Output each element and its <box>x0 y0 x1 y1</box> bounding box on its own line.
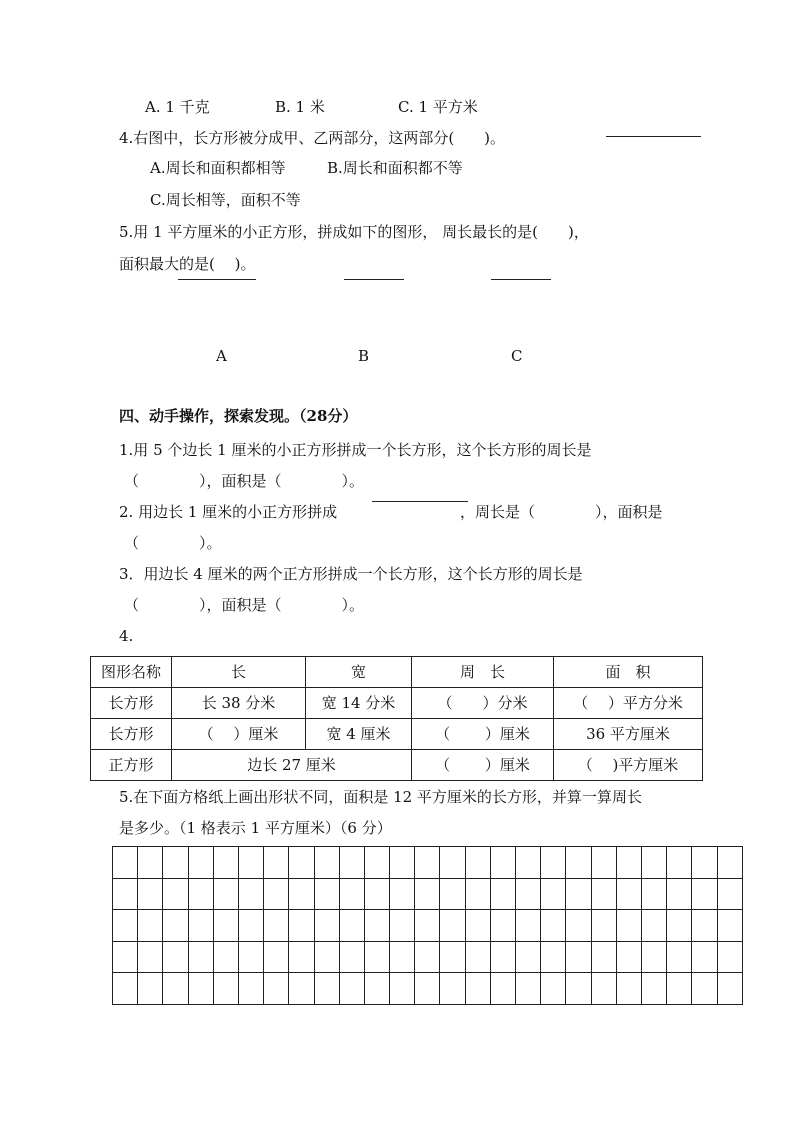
grid-cell[interactable] <box>465 941 490 973</box>
question-4: 4.右图中，长方形被分成甲、乙两部分，这两部分( )。 <box>119 129 506 147</box>
grid-cell[interactable] <box>541 878 566 910</box>
table-cell: 边长 27 厘米 <box>172 750 412 781</box>
table-cell: （ )平方厘米 <box>554 750 703 781</box>
grid-cell[interactable] <box>238 973 263 1005</box>
figure-label-c: C <box>511 347 523 365</box>
grid-cell[interactable] <box>188 941 213 973</box>
grid-cell[interactable] <box>163 941 188 973</box>
grid-cell[interactable] <box>238 847 263 879</box>
grid-cell[interactable] <box>440 910 465 942</box>
grid-cell[interactable] <box>390 941 415 973</box>
table-cell: 长方形 <box>91 719 172 750</box>
table-cell: （ ）厘米 <box>172 719 306 750</box>
grid-cell[interactable] <box>591 973 616 1005</box>
grid-cell[interactable] <box>692 941 717 973</box>
grid-cell[interactable] <box>717 878 742 910</box>
table-cell: 长方形 <box>91 688 172 719</box>
grid-cell[interactable] <box>541 910 566 942</box>
grid-cell[interactable] <box>641 910 666 942</box>
grid-cell[interactable] <box>113 910 138 942</box>
grid-cell[interactable] <box>465 878 490 910</box>
grid-cell[interactable] <box>415 878 440 910</box>
grid-cell[interactable] <box>264 973 289 1005</box>
grid-cell[interactable] <box>289 941 314 973</box>
grid-cell[interactable] <box>490 878 515 910</box>
grid-cell[interactable] <box>390 910 415 942</box>
grid-cell[interactable] <box>339 973 364 1005</box>
table-header-cell: 周 长 <box>412 657 554 688</box>
grid-cell[interactable] <box>314 847 339 879</box>
grid-cell[interactable] <box>616 941 641 973</box>
grid-cell[interactable] <box>138 973 163 1005</box>
grid-cell[interactable] <box>415 847 440 879</box>
grid-cell[interactable] <box>113 973 138 1005</box>
table-cell: 宽 4 厘米 <box>306 719 412 750</box>
grid-cell[interactable] <box>490 847 515 879</box>
s4-question-1-line1: 1.用 5 个边长 1 厘米的小正方形拼成一个长方形，这个长方形的周长是 <box>119 441 592 459</box>
grid-cell[interactable] <box>541 847 566 879</box>
grid-cell[interactable] <box>314 973 339 1005</box>
grid-cell[interactable] <box>440 847 465 879</box>
grid-cell[interactable] <box>717 973 742 1005</box>
option-a: A. 1 千克 <box>145 98 210 116</box>
grid-cell[interactable] <box>188 847 213 879</box>
section-heading: 四、动手操作，探索发现。（28分） <box>119 407 358 425</box>
grid-cell[interactable] <box>490 910 515 942</box>
grid-cell[interactable] <box>264 847 289 879</box>
s4-question-5-line1: 5.在下面方格纸上画出形状不同，面积是 12 平方厘米的长方形，并算一算周长 <box>119 788 642 806</box>
s4-question-4-label: 4. <box>119 627 134 645</box>
grid-cell[interactable] <box>188 878 213 910</box>
grid-cell[interactable] <box>138 847 163 879</box>
grid-cell[interactable] <box>541 973 566 1005</box>
table-cell: 长 38 分米 <box>172 688 306 719</box>
s4-question-3-line1: 3．用边长 4 厘米的两个正方形拼成一个长方形，这个长方形的周长是 <box>119 565 583 583</box>
grid-cell[interactable] <box>591 878 616 910</box>
grid-cell[interactable] <box>667 878 692 910</box>
grid-cell[interactable] <box>163 847 188 879</box>
grid-cell[interactable] <box>566 910 591 942</box>
grid-cell[interactable] <box>138 910 163 942</box>
grid-cell[interactable] <box>264 910 289 942</box>
grid-cell[interactable] <box>415 973 440 1005</box>
grid-cell[interactable] <box>516 973 541 1005</box>
grid-cell[interactable] <box>692 847 717 879</box>
grid-cell[interactable] <box>566 973 591 1005</box>
grid-cell[interactable] <box>264 878 289 910</box>
grid-cell[interactable] <box>516 941 541 973</box>
grid-cell[interactable] <box>717 941 742 973</box>
grid-cell[interactable] <box>415 910 440 942</box>
table-row <box>91 719 703 750</box>
question-4-option-b: B.周长和面积都不等 <box>327 159 463 177</box>
shape-table <box>90 656 703 781</box>
grid-cell[interactable] <box>692 910 717 942</box>
grid-cell[interactable] <box>541 941 566 973</box>
grid-cell[interactable] <box>289 973 314 1005</box>
grid-cell[interactable] <box>616 878 641 910</box>
grid-cell[interactable] <box>516 878 541 910</box>
figure-b-line <box>344 279 404 280</box>
grid-cell[interactable] <box>390 847 415 879</box>
grid-cell[interactable] <box>591 910 616 942</box>
grid-cell[interactable] <box>188 973 213 1005</box>
s4-question-5-line2: 是多少。（1 格表示 1 平方厘米）（6 分） <box>119 819 392 837</box>
s4-question-1-line2: （ ），面积是（ ）。 <box>124 472 365 490</box>
grid-cell[interactable] <box>113 941 138 973</box>
grid-cell[interactable] <box>213 847 238 879</box>
grid-cell[interactable] <box>516 910 541 942</box>
grid-cell[interactable] <box>238 910 263 942</box>
question-5-line1: 5.用 1 平方厘米的小正方形，拼成如下的图形， 周长最长的是( )， <box>119 223 589 241</box>
grid-cell[interactable] <box>314 910 339 942</box>
grid-row <box>113 847 743 879</box>
grid-cell[interactable] <box>490 941 515 973</box>
grid-cell[interactable] <box>667 973 692 1005</box>
table-header-row <box>91 657 703 688</box>
s4-question-2-line1-b: ，周长是（ ），面积是 <box>460 503 663 521</box>
grid-cell[interactable] <box>364 910 389 942</box>
grid-cell[interactable] <box>163 973 188 1005</box>
question-4-option-c: C.周长相等，面积不等 <box>150 191 301 209</box>
grid-cell[interactable] <box>364 941 389 973</box>
figure-placeholder-line <box>606 136 701 137</box>
option-c: C. 1 平方米 <box>398 98 478 116</box>
grid-cell[interactable] <box>465 910 490 942</box>
figure-label-a: A <box>216 347 227 365</box>
question-4-option-a: A.周长和面积都相等 <box>150 159 286 177</box>
table-cell: 36 平方厘米 <box>554 719 703 750</box>
grid-cell[interactable] <box>188 910 213 942</box>
table-cell: （ ）厘米 <box>412 719 554 750</box>
grid-cell[interactable] <box>667 941 692 973</box>
grid-cell[interactable] <box>364 847 389 879</box>
grid-cell[interactable] <box>113 847 138 879</box>
table-header-cell: 图形名称 <box>91 657 172 688</box>
grid-cell[interactable] <box>113 878 138 910</box>
grid-cell[interactable] <box>314 878 339 910</box>
grid-cell[interactable] <box>213 910 238 942</box>
table-header-cell: 宽 <box>306 657 412 688</box>
table-header-cell: 长 <box>172 657 306 688</box>
grid-cell[interactable] <box>339 941 364 973</box>
grid-cell[interactable] <box>616 973 641 1005</box>
grid-paper[interactable] <box>112 846 743 1005</box>
figure-label-b: B <box>358 347 370 365</box>
grid-cell[interactable] <box>692 973 717 1005</box>
grid-cell[interactable] <box>289 878 314 910</box>
grid-cell[interactable] <box>616 910 641 942</box>
grid-cell[interactable] <box>264 941 289 973</box>
grid-cell[interactable] <box>364 878 389 910</box>
table-cell: （ ）分米 <box>412 688 554 719</box>
grid-cell[interactable] <box>138 878 163 910</box>
table-cell: 正方形 <box>91 750 172 781</box>
grid-cell[interactable] <box>440 878 465 910</box>
grid-cell[interactable] <box>364 973 389 1005</box>
grid-row <box>113 973 743 1005</box>
grid-cell[interactable] <box>516 847 541 879</box>
grid-cell[interactable] <box>692 878 717 910</box>
s4-question-2-line2: （ ）。 <box>124 534 222 552</box>
grid-cell[interactable] <box>213 941 238 973</box>
grid-cell[interactable] <box>390 973 415 1005</box>
figure-c-line <box>491 279 551 280</box>
grid-cell[interactable] <box>641 878 666 910</box>
grid-cell[interactable] <box>717 910 742 942</box>
question-5-line2: 面积最大的是( )。 <box>119 255 256 273</box>
grid-cell[interactable] <box>440 973 465 1005</box>
grid-cell[interactable] <box>390 878 415 910</box>
grid-cell[interactable] <box>717 847 742 879</box>
grid-cell[interactable] <box>213 973 238 1005</box>
s4-question-2-line1-a: 2. 用边长 1 厘米的小正方形拼成 <box>119 503 338 521</box>
grid-cell[interactable] <box>591 941 616 973</box>
grid-cell[interactable] <box>415 941 440 973</box>
grid-cell[interactable] <box>339 878 364 910</box>
grid-row <box>113 941 743 973</box>
grid-cell[interactable] <box>566 878 591 910</box>
grid-row <box>113 910 743 942</box>
grid-cell[interactable] <box>238 878 263 910</box>
grid-cell[interactable] <box>566 847 591 879</box>
grid-cell[interactable] <box>490 973 515 1005</box>
grid-cell[interactable] <box>289 910 314 942</box>
grid-cell[interactable] <box>163 910 188 942</box>
table-header-cell: 面 积 <box>554 657 703 688</box>
grid-cell[interactable] <box>163 878 188 910</box>
grid-cell[interactable] <box>641 941 666 973</box>
table-row <box>91 688 703 719</box>
grid-row <box>113 878 743 910</box>
figure-a-line <box>178 279 256 280</box>
grid-cell[interactable] <box>465 973 490 1005</box>
s4-question-3-line2: （ ），面积是（ ）。 <box>124 596 365 614</box>
option-b: B. 1 米 <box>275 98 325 116</box>
table-cell: （ ）平方分米 <box>554 688 703 719</box>
grid-cell[interactable] <box>667 910 692 942</box>
table-row <box>91 750 703 781</box>
grid-cell[interactable] <box>641 847 666 879</box>
table-cell: 宽 14 分米 <box>306 688 412 719</box>
grid-cell[interactable] <box>667 847 692 879</box>
table-cell: （ ）厘米 <box>412 750 554 781</box>
grid-cell[interactable] <box>238 941 263 973</box>
grid-cell[interactable] <box>641 973 666 1005</box>
grid-cell[interactable] <box>339 910 364 942</box>
figure-placeholder-line <box>372 501 468 502</box>
grid-cell[interactable] <box>289 847 314 879</box>
grid-cell[interactable] <box>213 878 238 910</box>
grid-cell[interactable] <box>440 941 465 973</box>
grid-cell[interactable] <box>591 847 616 879</box>
grid-cell[interactable] <box>138 941 163 973</box>
grid-cell[interactable] <box>566 941 591 973</box>
grid-cell[interactable] <box>339 847 364 879</box>
grid-cell[interactable] <box>314 941 339 973</box>
grid-cell[interactable] <box>616 847 641 879</box>
grid-cell[interactable] <box>465 847 490 879</box>
